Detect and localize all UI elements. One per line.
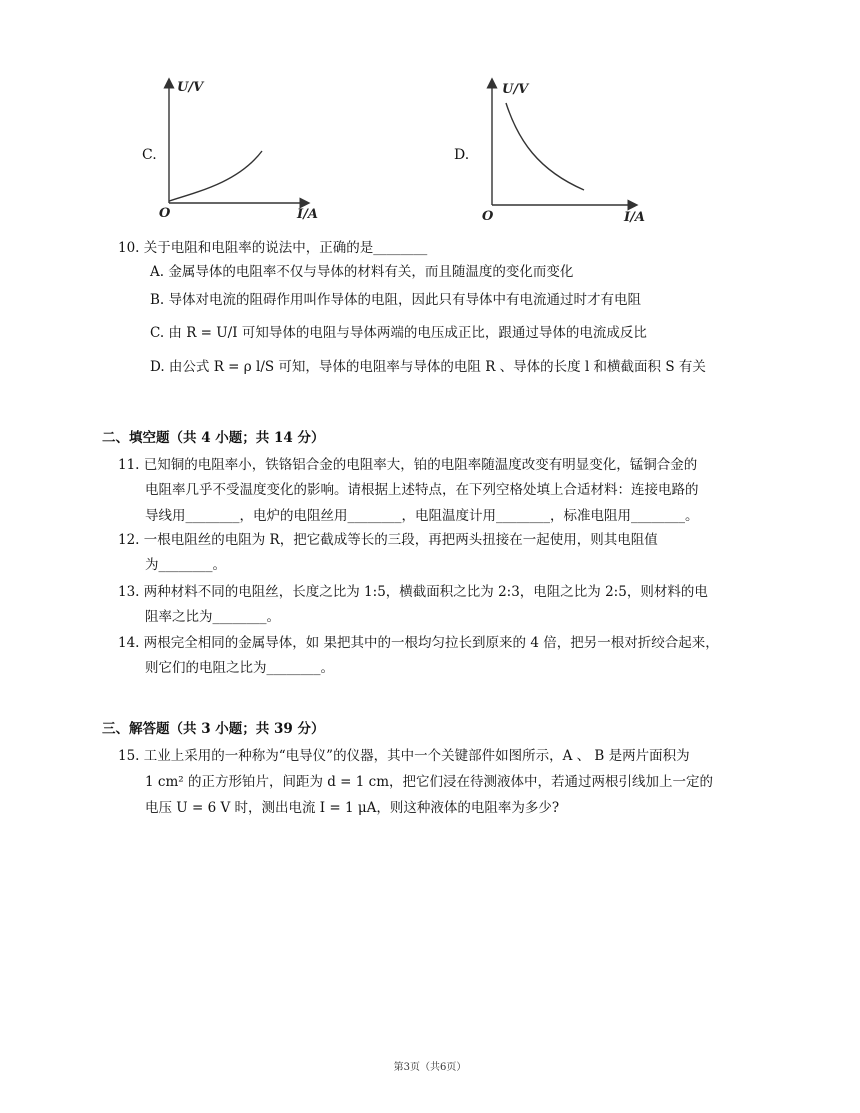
graph-c-origin: O <box>159 206 171 220</box>
q10-option-a: A. 金属导体的电阻率不仅与导体的材料有关，而且随温度的变化而变化 <box>150 264 574 280</box>
graph-d <box>478 75 658 225</box>
graph-d-label: D. <box>454 147 470 163</box>
q10-stem: 10. 关于电阻和电阻率的说法中，正确的是________ <box>118 240 428 256</box>
q10-option-d: D. 由公式 R = ρ l/S 可知，导体的电阻率与导体的电阻 R 、导体的长度 l 和横截面积 S 有关 <box>150 359 706 375</box>
graph-c-curve <box>169 151 262 201</box>
page-footer: 第3页（共6页） <box>393 1062 467 1073</box>
q15-line-3: 电压 U = 6 V 时，测出电流 I = 1 μA，则这种液体的电阻率为多少? <box>145 800 560 816</box>
graph-c-label: C. <box>142 147 157 163</box>
q11-line-1: 11. 已知铜的电阻率小，铁铬铝合金的电阻率大，铂的电阻率随温度改变有明显变化，锰铜合金的 <box>118 457 698 473</box>
q14-line-2: 则它们的电阻之比为________。 <box>145 660 334 676</box>
graph-d-curve <box>506 103 584 190</box>
section-2-heading: 二、填空题（共 4 小题；共 14 分） <box>102 430 325 446</box>
q15-line-2: 1 cm² 的正方形铂片，间距为 d = 1 cm，把它们浸在待测液体中，若通过两根引线加上一定的 <box>145 774 714 790</box>
q13-line-1: 13. 两种材料不同的电阻丝，长度之比为 1:5，横截面积之比为 2:3，电阻之比为 2:5，则材料的电 <box>118 584 708 600</box>
q11-line-3: 导线用________，电炉的电阻丝用________，电阻温度计用________，标准电阻用________。 <box>145 508 699 524</box>
q11-line-2: 电阻率几乎不受温度变化的影响。请根据上述特点，在下列空格处填上合适材料：连接电路的 <box>145 482 699 498</box>
graph-c-y-label: U/V <box>177 80 204 95</box>
graph-d-x-label: I/A <box>624 210 645 225</box>
graph-c-x-label: I/A <box>297 207 318 220</box>
q10-option-b: B. 导体对电流的阻碍作用叫作导体的电阻，因此只有导体中有电流通过时才有电阻 <box>150 292 642 308</box>
q12-line-2: 为________。 <box>145 557 226 573</box>
q12-line-1: 12. 一根电阻丝的电阻为 R，把它截成等长的三段，再把两头扭接在一起使用，则其电阻值 <box>118 532 658 548</box>
q10-option-c: C. 由 R = U/I 可知导体的电阻与导体两端的电压成正比，跟通过导体的电流成反比 <box>150 325 647 341</box>
graph-d-y-label: U/V <box>502 82 529 97</box>
graph-c <box>155 75 335 220</box>
q13-line-2: 阻率之比为________。 <box>145 609 280 625</box>
graph-d-origin: O <box>482 209 494 224</box>
section-3-heading: 三、解答题（共 3 小题；共 39 分） <box>102 721 325 737</box>
q14-line-1: 14. 两根完全相同的金属导体，如 果把其中的一根均匀拉长到原来的 4 倍，把另一根对折绞合起来， <box>118 635 719 651</box>
q15-line-1: 15. 工业上采用的一种称为“电导仪”的仪器，其中一个关键部件如图所示，A 、 B 是两片面积为 <box>118 748 690 764</box>
